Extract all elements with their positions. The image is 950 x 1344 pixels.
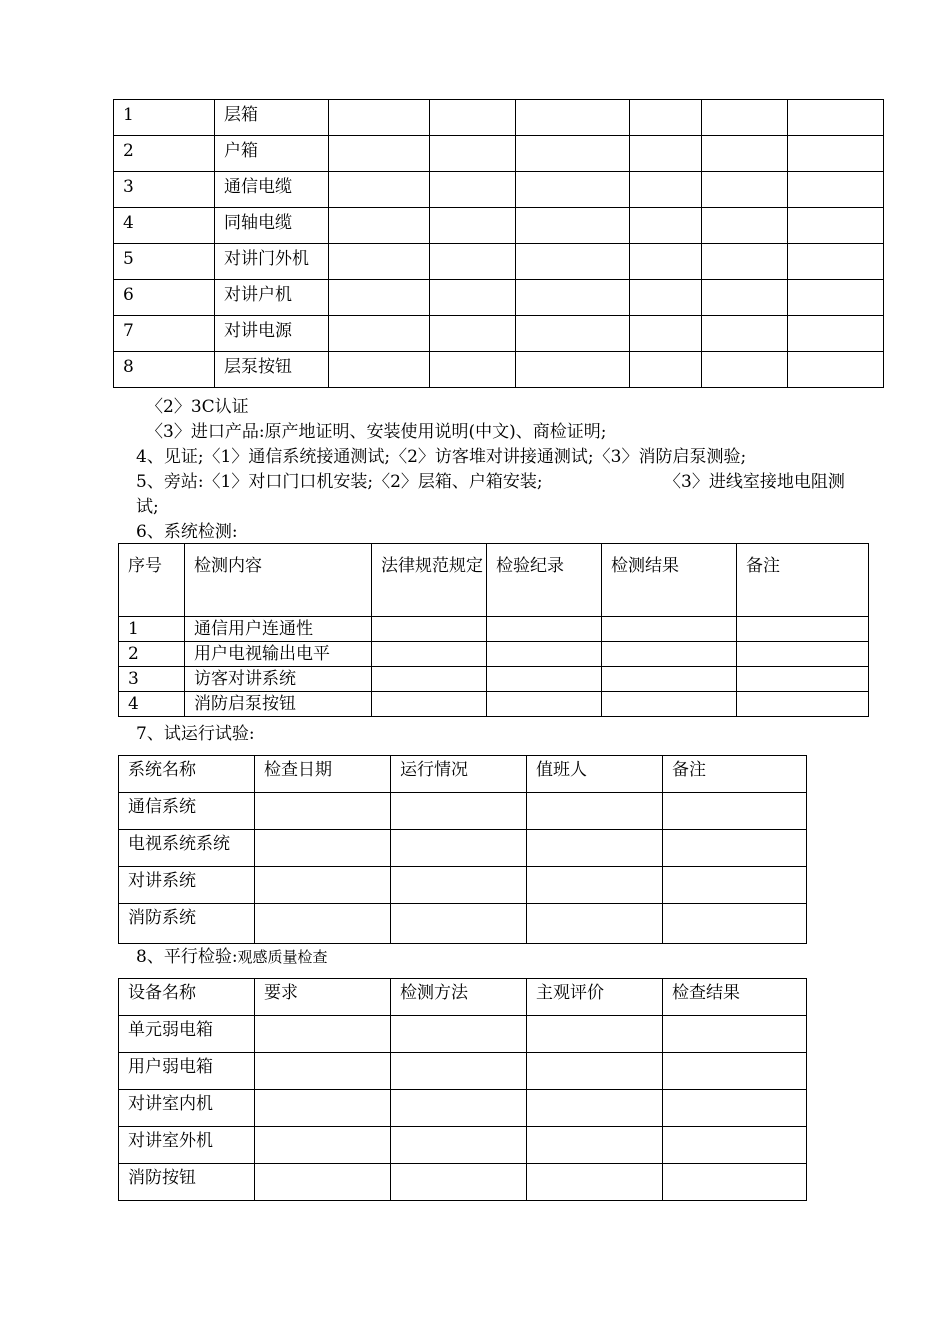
empty-cell [430, 280, 516, 316]
empty-cell [702, 208, 788, 244]
empty-cell [663, 1127, 807, 1164]
empty-cell [788, 100, 884, 136]
empty-cell [527, 867, 663, 904]
column-header: 检测结果 [602, 544, 737, 617]
note-import: 〈3〉进口产品:原产地证明、安装使用说明(中文)、商检证明; [146, 422, 607, 442]
empty-cell [527, 793, 663, 830]
empty-cell [516, 280, 630, 316]
header-row [119, 756, 807, 793]
column-header: 值班人 [527, 756, 663, 793]
empty-cell [255, 904, 391, 944]
empty-cell [391, 1016, 527, 1053]
empty-cell [602, 642, 737, 667]
column-header: 检查结果 [663, 979, 807, 1016]
row-label: 通信系统 [119, 793, 255, 830]
empty-cell [702, 244, 788, 280]
empty-cell [391, 1053, 527, 1090]
test-item: 用户电视输出电平 [185, 642, 372, 667]
empty-cell [516, 208, 630, 244]
system-test-table [118, 543, 869, 717]
empty-cell [737, 667, 869, 692]
table-row [119, 1016, 807, 1053]
header-row [119, 979, 807, 1016]
table-row [119, 692, 869, 717]
trial-run-table [118, 755, 807, 944]
empty-cell [737, 617, 869, 642]
empty-cell [391, 867, 527, 904]
empty-cell [630, 100, 702, 136]
empty-cell [737, 692, 869, 717]
row-label: 电视系统系统 [119, 830, 255, 867]
column-header: 系统名称 [119, 756, 255, 793]
empty-cell [788, 280, 884, 316]
empty-cell [630, 136, 702, 172]
table-row [114, 316, 884, 352]
column-header: 检测方法 [391, 979, 527, 1016]
empty-cell [527, 904, 663, 944]
empty-cell [255, 867, 391, 904]
row-number: 5 [114, 244, 215, 280]
empty-cell [516, 352, 630, 388]
empty-cell [527, 1164, 663, 1201]
empty-cell [702, 316, 788, 352]
column-header: 检测内容 [185, 544, 372, 617]
empty-cell [630, 280, 702, 316]
empty-cell [602, 667, 737, 692]
table-row [119, 904, 807, 944]
column-header: 备注 [737, 544, 869, 617]
header-row [119, 544, 869, 617]
row-number: 1 [119, 617, 185, 642]
parallel-check-table [118, 978, 807, 1201]
empty-cell [602, 692, 737, 717]
row-label: 用户弱电箱 [119, 1053, 255, 1090]
row-number: 2 [119, 642, 185, 667]
material-name: 对讲电源 [215, 316, 329, 352]
table-row [119, 867, 807, 904]
row-number: 1 [114, 100, 215, 136]
table-row [114, 100, 884, 136]
empty-cell [255, 1053, 391, 1090]
empty-cell [663, 1164, 807, 1201]
empty-cell [630, 244, 702, 280]
empty-cell [430, 172, 516, 208]
empty-cell [372, 617, 487, 642]
test-item: 通信用户连通性 [185, 617, 372, 642]
row-number: 2 [114, 136, 215, 172]
test-item: 消防启泵按钮 [185, 692, 372, 717]
parallel-check-title [136, 947, 328, 967]
test-item: 访客对讲系统 [185, 667, 372, 692]
empty-cell [527, 1016, 663, 1053]
table-row [119, 1090, 807, 1127]
empty-cell [527, 1127, 663, 1164]
note-witness: 4、见证;〈1〉通信系统接通测试;〈2〉访客堆对讲接通测试;〈3〉消防启泵测验; [136, 447, 747, 467]
empty-cell [372, 692, 487, 717]
empty-cell [329, 136, 430, 172]
empty-cell [663, 1016, 807, 1053]
empty-cell [391, 1127, 527, 1164]
material-name: 通信电缆 [215, 172, 329, 208]
table-row [119, 617, 869, 642]
empty-cell [702, 280, 788, 316]
empty-cell [527, 1053, 663, 1090]
empty-cell [702, 172, 788, 208]
column-header: 运行情况 [391, 756, 527, 793]
empty-cell [663, 1053, 807, 1090]
empty-cell [430, 352, 516, 388]
empty-cell [788, 208, 884, 244]
table-row [119, 830, 807, 867]
empty-cell [329, 280, 430, 316]
empty-cell [663, 1090, 807, 1127]
column-header: 主观评价 [527, 979, 663, 1016]
empty-cell [516, 316, 630, 352]
empty-cell [702, 136, 788, 172]
system-test-title: 6、系统检测: [136, 522, 238, 542]
material-name: 层箱 [215, 100, 329, 136]
table-row [114, 280, 884, 316]
column-header: 序号 [119, 544, 185, 617]
empty-cell [737, 642, 869, 667]
empty-cell [630, 172, 702, 208]
empty-cell [602, 617, 737, 642]
empty-cell [788, 172, 884, 208]
empty-cell [255, 1127, 391, 1164]
row-label: 对讲系统 [119, 867, 255, 904]
empty-cell [788, 352, 884, 388]
table-row [119, 667, 869, 692]
row-number: 6 [114, 280, 215, 316]
empty-cell [663, 904, 807, 944]
table-row [114, 244, 884, 280]
row-number: 8 [114, 352, 215, 388]
empty-cell [527, 830, 663, 867]
empty-cell [391, 904, 527, 944]
note-3c: 〈2〉3C认证 [146, 397, 249, 417]
empty-cell [516, 244, 630, 280]
column-header: 要求 [255, 979, 391, 1016]
table-row [119, 1164, 807, 1201]
empty-cell [430, 316, 516, 352]
empty-cell [430, 136, 516, 172]
empty-cell [663, 830, 807, 867]
row-number: 7 [114, 316, 215, 352]
empty-cell [630, 208, 702, 244]
empty-cell [788, 316, 884, 352]
material-name: 户箱 [215, 136, 329, 172]
material-name: 对讲门外机 [215, 244, 329, 280]
column-header: 设备名称 [119, 979, 255, 1016]
column-header: 检验纪录 [487, 544, 602, 617]
row-number: 4 [119, 692, 185, 717]
table-row [119, 1127, 807, 1164]
empty-cell [527, 1090, 663, 1127]
empty-cell [487, 667, 602, 692]
empty-cell [255, 1016, 391, 1053]
row-label: 对讲室外机 [119, 1127, 255, 1164]
empty-cell [630, 316, 702, 352]
empty-cell [663, 867, 807, 904]
parallel-check-label: 8、平行检验: [136, 947, 238, 967]
column-header: 检查日期 [255, 756, 391, 793]
empty-cell [487, 617, 602, 642]
table-row [114, 208, 884, 244]
note-side-station: 5、旁站:〈1〉对口门口机安装;〈2〉层箱、户箱安装; [136, 472, 543, 492]
empty-cell [372, 642, 487, 667]
empty-cell [372, 667, 487, 692]
row-label: 单元弱电箱 [119, 1016, 255, 1053]
empty-cell [255, 793, 391, 830]
empty-cell [663, 793, 807, 830]
material-name: 同轴电缆 [215, 208, 329, 244]
table-row [119, 1053, 807, 1090]
empty-cell [391, 1090, 527, 1127]
trial-run-title: 7、试运行试验: [136, 724, 255, 744]
empty-cell [329, 352, 430, 388]
row-label: 消防按钮 [119, 1164, 255, 1201]
table-row [114, 172, 884, 208]
materials-table [113, 99, 884, 388]
empty-cell [391, 830, 527, 867]
empty-cell [487, 692, 602, 717]
empty-cell [329, 100, 430, 136]
note-side-station-2: 〈3〉进线室接地电阻测 [664, 472, 845, 492]
empty-cell [391, 1164, 527, 1201]
empty-cell [329, 244, 430, 280]
parallel-check-subtitle: 观感质量检查 [237, 948, 328, 966]
empty-cell [788, 244, 884, 280]
empty-cell [630, 352, 702, 388]
empty-cell [516, 136, 630, 172]
empty-cell [516, 172, 630, 208]
empty-cell [329, 208, 430, 244]
column-header: 法律规范规定 [372, 544, 487, 617]
empty-cell [255, 830, 391, 867]
empty-cell [430, 100, 516, 136]
row-number: 3 [119, 667, 185, 692]
table-row [119, 642, 869, 667]
table-row [114, 136, 884, 172]
empty-cell [430, 208, 516, 244]
material-name: 层泵按钮 [215, 352, 329, 388]
empty-cell [391, 793, 527, 830]
empty-cell [255, 1164, 391, 1201]
material-name: 对讲户机 [215, 280, 329, 316]
row-number: 3 [114, 172, 215, 208]
empty-cell [702, 352, 788, 388]
table-row [114, 352, 884, 388]
row-label: 对讲室内机 [119, 1090, 255, 1127]
table-row [119, 793, 807, 830]
column-header: 备注 [663, 756, 807, 793]
empty-cell [702, 100, 788, 136]
empty-cell [516, 100, 630, 136]
empty-cell [788, 136, 884, 172]
empty-cell [430, 244, 516, 280]
note-side-station-3: 试; [136, 497, 159, 517]
empty-cell [329, 316, 430, 352]
empty-cell [329, 172, 430, 208]
row-label: 消防系统 [119, 904, 255, 944]
empty-cell [255, 1090, 391, 1127]
empty-cell [487, 642, 602, 667]
row-number: 4 [114, 208, 215, 244]
